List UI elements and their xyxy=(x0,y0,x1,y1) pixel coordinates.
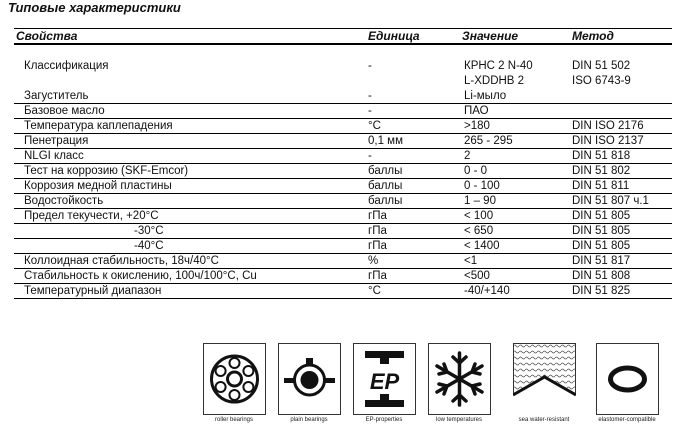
cell-value: L-XDDHB 2 xyxy=(464,75,525,87)
cell-unit: баллы xyxy=(368,165,403,177)
cell-method: DIN 51 805 xyxy=(572,240,631,252)
cell-value: КРНС 2 N-40 xyxy=(464,60,533,72)
cell-method: DIN 51 825 xyxy=(572,285,631,297)
cell-unit: °C xyxy=(368,285,381,297)
header-method: Метод xyxy=(572,29,614,43)
cell-unit: баллы xyxy=(368,195,403,207)
cell-value: 265 - 295 xyxy=(464,135,513,147)
cell-unit: гПа xyxy=(368,240,387,252)
roller-bearings-caption: roller bearings xyxy=(214,417,254,423)
cell-property: Базовое масло xyxy=(24,105,105,117)
cell-unit: - xyxy=(368,60,372,72)
cell-unit: - xyxy=(368,90,372,102)
o-ring-icon xyxy=(596,343,659,423)
plain-bearings-caption: plain bearings xyxy=(290,417,328,423)
cell-value: <1 xyxy=(464,255,478,267)
snowflake-icon xyxy=(428,343,491,423)
low-temperatures-caption: low temperatures xyxy=(435,417,483,423)
cell-value: ПАО xyxy=(464,105,489,117)
cell-value: -40/+140 xyxy=(464,285,510,297)
cell-property: Предел текучести, +20°C xyxy=(24,210,159,222)
cell-property: Температурный диапазон xyxy=(24,285,162,297)
cell-unit: - xyxy=(368,150,372,162)
row-divider xyxy=(14,298,672,299)
cell-property: Пенетрация xyxy=(24,135,89,147)
cell-unit: % xyxy=(368,255,379,267)
cell-value: 0 - 0 xyxy=(464,165,488,177)
cell-method: DIN 51 818 xyxy=(572,150,631,162)
cell-property: Коллоидная стабильность, 18ч/40°C xyxy=(24,255,219,267)
cell-method: DIN 51 811 xyxy=(572,180,630,192)
cell-method: DIN 51 805 xyxy=(572,225,631,237)
ep-properties-caption: EP-properties xyxy=(365,417,403,423)
header-unit: Единица xyxy=(368,29,420,43)
cell-property: -30°C xyxy=(134,225,164,237)
cell-unit: - xyxy=(368,105,372,117)
cell-unit: гПа xyxy=(368,270,387,282)
cell-method: DIN ISO 2176 xyxy=(572,120,644,132)
cell-property: Загуститель xyxy=(24,90,89,102)
cell-value: 1 – 90 xyxy=(464,195,496,207)
elastomer-compatible-caption: elastomer-compatible xyxy=(598,417,656,423)
cell-method: DIN ISO 2137 xyxy=(572,135,644,147)
cell-unit: гПа xyxy=(368,225,387,237)
page-title: Типовые характеристики xyxy=(8,0,181,15)
cell-method: DIN 51 805 xyxy=(572,210,631,222)
cell-unit: °C xyxy=(368,120,381,132)
sea-water-caption: sea water-resistant xyxy=(518,417,570,423)
cell-method: DIN 51 802 xyxy=(572,165,631,177)
cell-property: Температура каплепадения xyxy=(24,120,173,132)
cell-method: DIN 51 807 ч.1 xyxy=(572,195,649,207)
cell-method: DIN 51 817 xyxy=(572,255,631,267)
plain-bearings-icon xyxy=(278,343,341,423)
cell-value: < 100 xyxy=(464,210,494,222)
sea-water-icon xyxy=(513,343,576,423)
cell-value: <500 xyxy=(464,270,490,282)
cell-property: Тест на коррозию (SKF-Emcor) xyxy=(24,165,189,177)
roller-bearings-icon xyxy=(203,343,266,423)
row-divider xyxy=(14,103,672,104)
cell-value: 0 - 100 xyxy=(464,180,500,192)
cell-unit: баллы xyxy=(368,180,403,192)
cell-value: >180 xyxy=(464,120,490,132)
cell-value: Li-мыло xyxy=(464,90,507,102)
cell-property: -40°C xyxy=(134,240,164,252)
cell-property: Водостойкость xyxy=(24,195,104,207)
ep-properties-icon xyxy=(353,343,416,423)
feature-icons xyxy=(0,343,682,428)
ep-glyph: EP xyxy=(369,369,400,394)
cell-property: Стабильность к окислению, 100ч/100°C, Cu xyxy=(24,270,257,282)
cell-value: < 1400 xyxy=(464,240,500,252)
cell-unit: гПа xyxy=(368,210,387,222)
header-property: Свойства xyxy=(16,29,78,43)
cell-method: DIN 51 808 xyxy=(572,270,631,282)
cell-method: DIN 51 502 xyxy=(572,60,631,72)
cell-property: Классификация xyxy=(24,60,109,72)
header-value: Значение xyxy=(462,29,519,43)
cell-property: NLGI класс xyxy=(24,150,84,162)
cell-value: < 650 xyxy=(464,225,494,237)
cell-value: 2 xyxy=(464,150,471,162)
cell-property: Коррозия медной пластины xyxy=(24,180,172,192)
cell-unit: 0,1 мм xyxy=(368,135,403,147)
cell-method: ISO 6743-9 xyxy=(572,75,631,87)
